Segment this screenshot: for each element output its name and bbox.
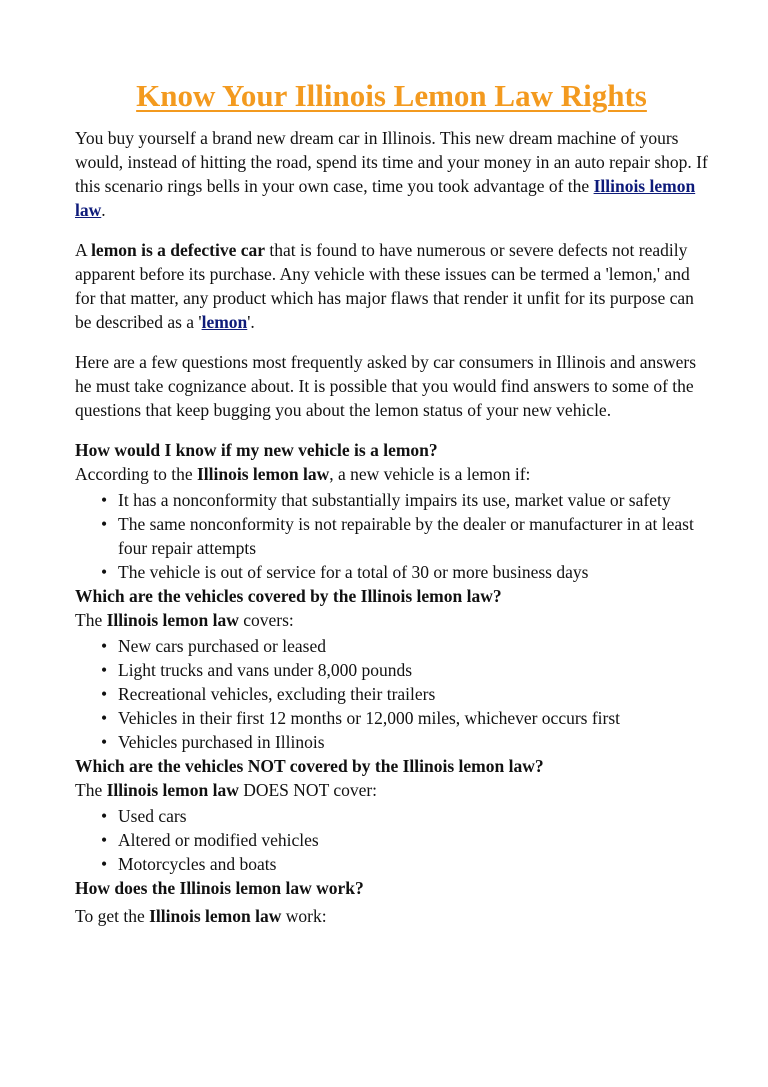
question-heading [75, 754, 708, 778]
question-text: Which are the vehicles NOT covered by the Illinois lemon law? [75, 756, 544, 776]
list-item: • New cars purchased or leased [118, 634, 708, 658]
lead-text: The [75, 780, 107, 800]
lead-bold: Illinois lemon law [196, 464, 330, 484]
lead-text-end: DOES NOT cover: [238, 780, 378, 800]
definition-text-end: '. [247, 312, 255, 332]
definition-text-start: A [75, 240, 92, 260]
faq-section-how-it-works [75, 876, 708, 928]
illinois-lemon-law-link[interactable]: Illinois lemon law [75, 176, 696, 220]
list-item: • Altered or modified vehicles [118, 828, 708, 852]
definition-bold: lemon is a defective car [91, 240, 266, 260]
list-item: • Light trucks and vans under 8,000 pounds [118, 658, 708, 682]
question-heading [75, 584, 708, 608]
definition-text: that is found to have numerous or severe defects not readily apparent before its purchase. Any vehicle with these issues can be termed a 'lemon,' and for that matter, any product which has major flaws that render it unfit for its purpose can be described as a ' [75, 240, 694, 332]
list-item: • The vehicle is out of service for a total of 30 or more business days [118, 560, 708, 584]
criteria-list [75, 488, 708, 584]
question-lead [75, 778, 708, 802]
question-lead [75, 462, 708, 486]
list-item: • The same nonconformity is not repairable by the dealer or manufacturer in at least four repair attempts [118, 512, 708, 560]
lead-text-end: covers: [238, 610, 294, 630]
list-item: • Motorcycles and boats [118, 852, 708, 876]
question-heading [75, 876, 708, 900]
question-lead [75, 608, 708, 632]
lead-bold: Illinois lemon law [106, 780, 239, 800]
lead-text: To get the [75, 906, 150, 926]
question-text: Which are the vehicles covered by the Illinois lemon law? [75, 586, 502, 606]
lead-bold: Illinois lemon law [149, 906, 282, 926]
faq-section-not-covered-vehicles [75, 754, 708, 876]
intro-paragraph [75, 126, 708, 222]
faq-section-covered-vehicles [75, 584, 708, 754]
covered-list [75, 634, 708, 754]
question-lead [75, 904, 708, 928]
list-item: • Vehicles purchased in Illinois [118, 730, 708, 754]
list-item: • Recreational vehicles, excluding their trailers [118, 682, 708, 706]
lead-text-end: , a new vehicle is a lemon if: [329, 464, 531, 484]
page-title: Know Your Illinois Lemon Law Rights [136, 78, 647, 113]
question-text: How would I know if my new vehicle is a lemon? [75, 440, 438, 460]
faq-intro-paragraph: Here are a few questions most frequently asked by car consumers in Illinois and answers he must take cognizance about. It is possible that you would find answers to some of the questions that keep bugging you about the lemon status of your new vehicle. [75, 352, 697, 420]
lead-bold: Illinois lemon law [106, 610, 239, 630]
lead-text-end: work: [281, 906, 327, 926]
list-item: • It has a nonconformity that substantially impairs its use, market value or safety [118, 488, 708, 512]
lemon-link[interactable]: lemon [201, 312, 248, 332]
list-item: • Used cars [118, 804, 708, 828]
not-covered-list [75, 804, 708, 876]
lead-text: The [75, 610, 107, 630]
lead-text: According to the [75, 464, 197, 484]
intro-text-end: . [101, 200, 106, 220]
question-heading [75, 438, 708, 462]
definition-paragraph [75, 238, 708, 334]
list-item: • Vehicles in their first 12 months or 12,000 miles, whichever occurs first [118, 706, 708, 730]
intro-text: You buy yourself a brand new dream car in Illinois. This new dream machine of yours would, instead of hitting the road, spend its time and your money in an auto repair shop. If this scenario rings bells in your own case, time you took advantage of the [75, 128, 708, 196]
faq-section-lemon-criteria [75, 438, 708, 584]
question-text: How does the Illinois lemon law work? [75, 878, 364, 898]
